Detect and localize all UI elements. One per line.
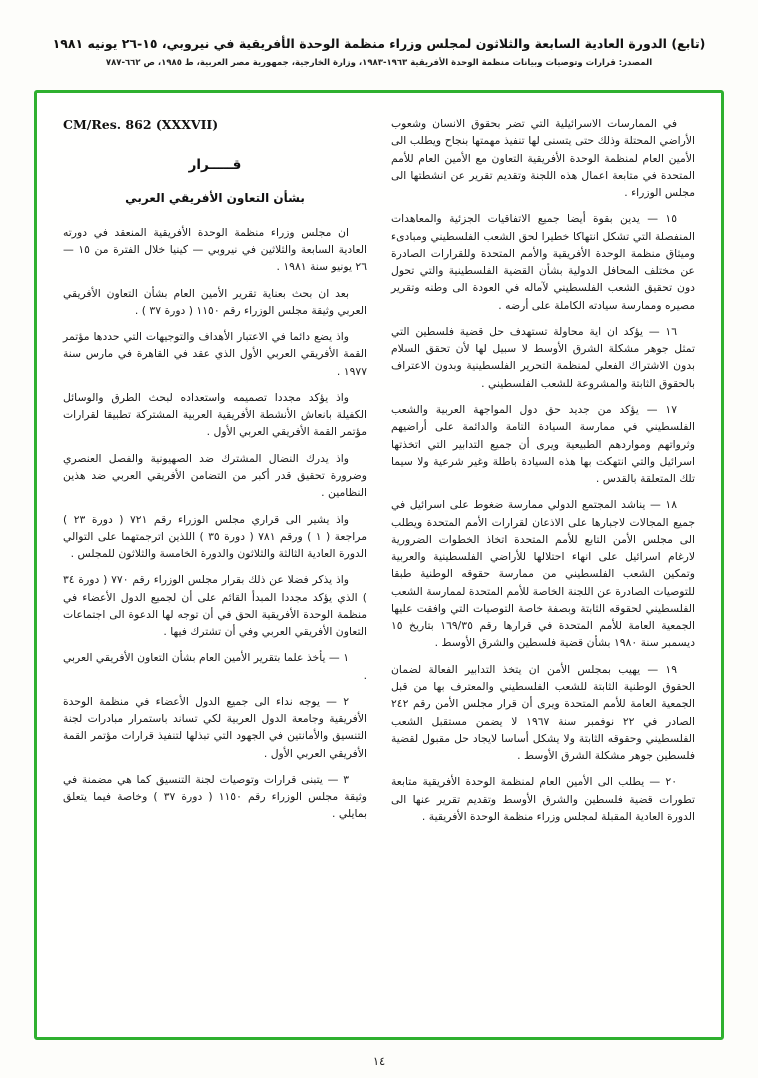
resolution-subtitle: بشأن التعاون الأفريقي العربي xyxy=(125,190,305,205)
green-border-content-box xyxy=(34,90,724,1040)
paragraph-preamble-report: بعد ان بحث بعناية تقرير الأمين العام بشأن التعاون الأفريقي العربي وثيقة مجلس الوزراء رقم ١١٥٠ ( دورة ٣٧ ) . xyxy=(63,286,367,317)
paragraph-item-2: ٢ — يوجه نداء الى جميع الدول الأعضاء في منظمة الوحدة الأفريقية وجامعة الدول العربية لكي تساند باستمرار مبادرات لجنة التنسيق والأمانتين في الجهود التي تبذلها لتنفيذ قرارات مؤتمر القمة الأفريقي العربي الأول . xyxy=(63,694,367,760)
paragraph-continuation: في الممارسات الاسرائيلية التي تضر بحقوق الانسان وشعوب الأراضي المحتلة وذلك حتى يتسنى لها تنفيذ مهمتها بنجاح ويطلب الى الأمين العام لمنظمة الوحدة الأفريقية التعاون مع الأمين العام للأمم المتحدة في متابعة اعمال هذه اللجنة وتقديم تقرير عن انشطتها الى مجلس الوزراء . xyxy=(391,117,695,200)
paragraph-preamble-resolutions: واذ يشير الى قراري مجلس الوزراء رقم ٧٢١ ( دورة ٢٣ ) مراجعة ( ١ ) ورقم ٧٨١ ( دورة ٣٥ ) اللذين اترجمتهما على التوالي الدورة العادية الثالثة والثلاثون والدورة الخامسة والثلاثون للمجلس . xyxy=(63,512,367,561)
paragraph-item-1: ١ — يأخذ علما بتقرير الأمين العام بشأن التعاون الأفريقي العربي . xyxy=(63,651,367,682)
paragraph-item-17: ١٧ — يؤكد من جديد حق دول المواجهة العربية والشعب الفلسطيني في ممارسة السيادة التامة والدائمة على أراضيهم وثرواتهم ومواردهم الطبيعية ويرى أن جميع التدابير التي اتخذتها اسرائيل والتي انتهكت بها هذه السيادة باطلة وغير شرعية ولا سيما تلك المتعلقة بالقدس . xyxy=(391,402,695,486)
paragraph-preamble-struggle: واذ يدرك النضال المشترك ضد الصهيونية والفصل العنصري وضرورة تحقيق قدر أكبر من التضامن الأفريقي العربي ضد هذين النظامين . xyxy=(63,451,367,500)
page-header xyxy=(0,0,758,68)
paragraph-preamble-objectives: واذ يضع دائما في الاعتبار الأهداف والتوجيهات التي حددها مؤتمر القمة الأفريقي العربي الأول الذي عقد في القاهرة في مارس سنة ١٩٧٧ . xyxy=(63,330,367,378)
right-column xyxy=(391,115,695,1015)
two-column-layout xyxy=(63,115,695,1015)
paragraph-preamble-council: ان مجلس وزراء منظمة الوحدة الأفريقية المنعقد في دورته العادية السابعة والثلاثين في نيروبي — كينيا خلال الفترة من ١٥ — ٢٦ يونيو سنة ١٩٨١ . xyxy=(63,225,367,274)
paragraph-item-19: ١٩ — يهيب بمجلس الأمن ان يتخذ التدابير الفعالة لضمان الحقوق الوطنية الثابتة للشعب الفلسطيني والمعترف بها من قبل الجمعية العامة للأمم المتحدة ويرى أن قرار مجلس الأمن رقم ٢٤٢ الصادر في ٢٢ نوفمبر سنة ١٩٦٧ لا يضمن مستقبل الشعب الفلسطيني وحقوقه الثابتة ولا يشكل أساسا لايجاد حل مقبول لقضية فلسطين جوهر مشكلة الشرق الأوسط . xyxy=(391,662,695,763)
paragraph-item-15: ١٥ — يدين بقوة أيضا جميع الاتفاقيات الجزئية والمعاهدات المنفصلة التي تشكل انتهاكا خطيرا لحق الشعب الفلسطيني ومبادىء وميثاق منظمة الوحدة الأفريقية والأمم المتحدة وللقرارات الصادرة عن مختلف المحافل الدولية بشأن القضية الفلسطينية والتي تحول دون تحقيق الشعب الفلسطيني لآماله في العودة الى وطنه وتقرير مصيره وممارسة سيادته الكاملة على أرضه . xyxy=(391,212,695,312)
paragraph-item-16: ١٦ — يؤكد ان اية محاولة تستهدف حل قضية فلسطين التي تمثل جوهر مشكلة الشرق الأوسط لا سبيل لها لأن تحقق السلام بدون الاشتراك الفعلي لمنظمة التحرير الفلسطينية وبدون الاعتراف بالحقوق الثابتة والمشروعة للشعب الفلسطيني . xyxy=(391,324,695,390)
resolution-code: CM/Res. 862 (XXXVII) xyxy=(63,117,219,132)
page-number: ١٤ xyxy=(372,1054,386,1068)
paragraph-item-20: ٢٠ — يطلب الى الأمين العام لمنظمة الوحدة الأفريقية متابعة تطورات قضية فلسطين والشرق الأوسط وتقديم تقرير عنها الى الدورة العادية المقبلة لمجلس وزراء منظمة الوحدة الأفريقية . xyxy=(391,775,695,823)
header-session-title: (تابع) الدورة العادية السابعة والثلاثون لمجلس وزراء منظمة الوحدة الأفريقية في نيروبي، ١٥-٢٦ يونيه ١٩٨١ xyxy=(52,36,706,51)
header-source-line: المصدر: قرارات وتوصيات وبيانات منظمة الوحدة الأفريقية ١٩٦٣-١٩٨٣، وزارة الخارجية، جمهورية مصر العربية، ط ١٩٨٥، ص ٦٦٢-٧٨٧ xyxy=(105,58,653,68)
left-column xyxy=(63,115,367,1015)
paragraph-item-3: ٣ — يتبنى قرارات وتوصيات لجنة التنسيق كما هي مضمنة في وثيقة مجلس الوزراء رقم ١١٥٠ ( دورة ٣٧ ) وخاصة فيما يتعلق بمايلي . xyxy=(63,772,367,821)
paragraph-preamble-recall: واذ يذكر فضلا عن ذلك بقرار مجلس الوزراء رقم ٧٧٠ ( دورة ٣٤ ) الذي يؤكد مجددا المبدأ القائم على أن لجميع الدول الأعضاء في منظمة الوحدة الأفريقية الحق في أن توجه لها الدعوة الى اجتماعات التعاون الأفريقي العربي وفي أن تشترك فيها . xyxy=(63,573,367,639)
resolution-title: قـــــرار xyxy=(188,157,242,173)
paragraph-preamble-determination: واذ يؤكد مجددا تصميمه واستعداده لبحث الطرق والوسائل الكفيلة بانعاش الأنشطة الأفريقية العربية المشتركة تطبيقا لقرارات مؤتمر القمة الأفريقي العربي الأول . xyxy=(63,390,367,439)
paragraph-item-18: ١٨ — يناشد المجتمع الدولي ممارسة ضغوط على اسرائيل في جميع المجالات لاجبارها على الاذعان لقرارات الأمم المتحدة ويطلب الى مجلس الأمن التابع للأمم المتحدة اتخاذ الخطوات الضرورية لارغام اسرائيل على انهاء احتلالها للأراضي الفلسطينية والعربية وتمكين الشعب الفلسطيني من ممارسة حقوقه الوطنية طبقا للتوصيات الصادرة عن اللجنة الخاصة للأمم المتحدة لممارسة الشعب الفلسطيني لحقوقه الثابتة وبصفة خاصة التوصيات التي وافقت عليها الجمعية العامة للأمم المتحدة في قرارها رقم ١٦٩/٣٥ بتاريخ ١٥ ديسمبر سنة ١٩٨٠ بشأن قضية فلسطين والشرق الأوسط . xyxy=(391,498,696,650)
